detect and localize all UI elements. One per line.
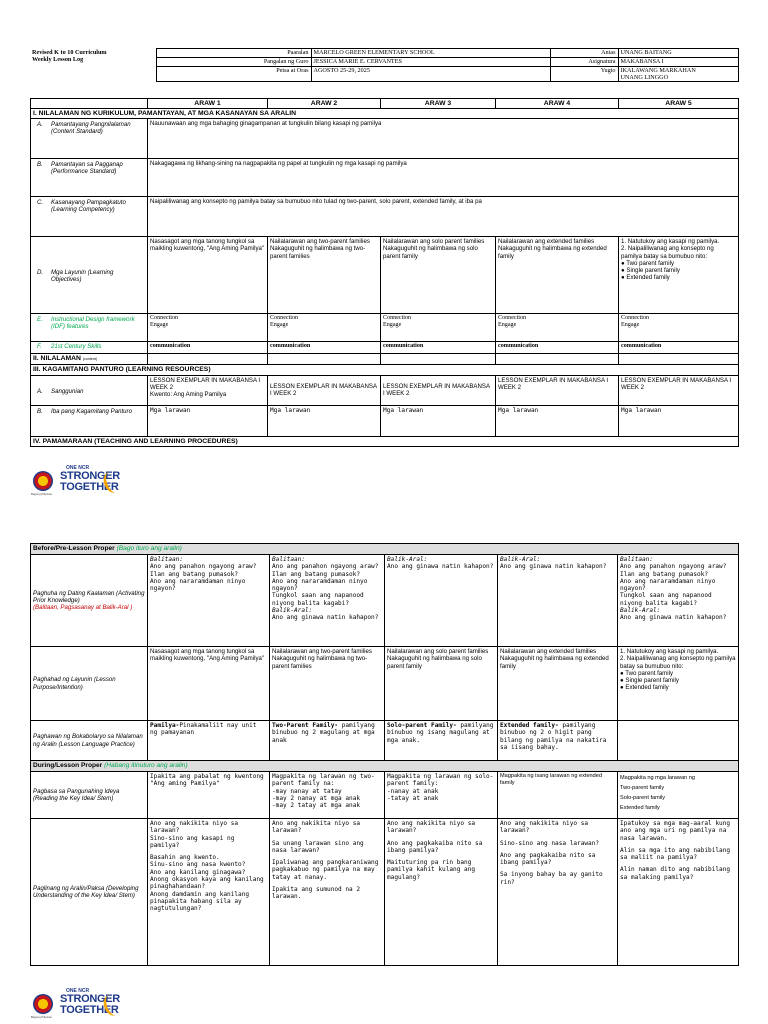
school-label: Paaralan [156,49,311,58]
objective-line: Nakaguguhit ng halimbawa ng extended family [500,655,609,670]
key-idea-item: -may nanay at tatay [272,787,342,795]
idf-label [31,314,148,342]
activity-heading: Balik-Aral: [500,556,541,563]
content-day-3 [381,354,496,365]
section-2-title: II. NILALAMAN [33,355,81,363]
content-standard-value: Nauunawaan ang mga bahaging ginagampanan at tungkulin bilang kasapi ng pamilya [148,119,739,159]
question: Alin sa mga ito ang nabibilang sa maliit na pamilya? [620,846,731,862]
objective-line: Nakaguguhit ng halimbawa ng two-parent families [272,655,368,670]
objective-line: 1. Natutukoy ang kasapi ng pamilya. [621,238,720,246]
activity-heading: Balitaan: [620,556,654,563]
develop-day-4 [498,819,618,966]
label-text: Kasanayang Pampagkatuto (Learning Competency) [51,199,126,214]
materials-day-1: Mga larawan [148,405,268,436]
teacher-value: JESSICA MARIE E. CERVANTES [311,58,550,67]
reference-day-2: LESSON EXEMPLAR IN MAKABANSA I WEEK 2 [268,375,381,405]
logo-caption: Bagong Pilipinas [31,1015,52,1019]
idf-connection: Connection [621,315,650,322]
label-red-note: (Balitaan, Pagsasanay at Balik-Aral ) [33,604,133,612]
activity-heading: Balik-Aral: [387,556,428,563]
objective-line: Nailalarawan ang two-parent families [272,648,372,655]
activity-heading: Balitaan: [272,556,306,563]
idf-connection: Connection [383,315,412,322]
objective-line: 1. Natutukoy ang kasapi ng pamilya. [620,648,719,655]
before-lesson-heading [31,544,739,555]
subject-label: Asignatura [550,58,618,67]
develop-day-5 [618,819,739,966]
vocab-term: Solo-parent Family- [387,722,457,729]
objective-day-5 [619,237,739,314]
day-4-header: ARAW 4 [496,99,619,109]
quarter-label: Yugto [550,67,618,82]
vocab-day-5 [618,721,739,761]
objective-bullet: ● Two parent family [620,669,674,677]
materials-day-2: Mga larawan [268,405,381,436]
activity-heading: Balik-Aral: [620,607,661,615]
key-idea-heading: Magpakita ng larawan ng two-parent family na: [272,773,375,788]
skills-day-3: communication [381,342,496,354]
other-materials-label [31,405,148,436]
objective-bullet: ● Two parent family [621,259,675,267]
key-idea-day-2 [270,772,385,819]
bagong-pilipinas-seal-icon [33,994,53,1014]
objective-line: Nailalarawan ang extended families [498,238,595,246]
content-day-5 [619,354,739,365]
question: Sino-sino ang kasapi ng pamilya? [150,834,235,849]
question: Ilan ang batang pumasok? [620,570,709,578]
key-idea-item: Solo-parent family [620,795,666,801]
objective-day-3 [381,237,496,314]
quarter-value [618,67,738,82]
header-table [30,48,739,82]
key-idea-heading: Magpakita ng larawan ng solo-parent family: [387,773,494,788]
key-idea-item: Two-parent family [620,785,665,791]
key-idea-item: -nanay at anak [387,787,439,795]
question: Ano ang nararamdaman ninyo ngayon? [272,577,368,593]
question: Anong okasyon kaya ang kanilang pinaghahandaan? [150,876,264,891]
purpose-day-2 [270,647,385,721]
label-text: Sanggunian [51,387,84,395]
question: Ano ang nakikita niyo sa larawan? [387,820,476,835]
stronger-together-logo [30,465,140,499]
objective-line: Nailalarawan ang solo parent families [387,648,489,655]
idf-engage: Engage [270,322,289,329]
vocab-term: Pamilya- [150,722,180,729]
label-text: Instructional Design framework (IDF) features [51,316,135,331]
develop-day-1 [148,819,270,966]
logo-stronger: STRONGER [60,993,120,1005]
title-line-2: Weekly Lesson Log [32,55,84,63]
idf-day-1 [148,314,268,342]
key-idea-day-4: Magpakita ng isang larawan ng extended family [498,772,618,819]
question: Ano ang panahon ngayong araw? [620,563,727,571]
section-2-heading [31,354,148,365]
idf-connection: Connection [498,315,527,322]
date-label: Petsa at Oras [156,67,311,82]
label-text: Mga Layunin (Learning Objectives) [51,269,114,284]
section-4-heading: IV. PAMAMARAAN (TEACHING AND LEARNING PROCEDURES) [31,436,739,446]
idf-connection: Connection [270,315,299,322]
objective-line: Nakaguguhit ng halimbawa ng solo parent family [387,655,482,670]
vocab-day-3 [385,721,498,761]
idf-engage: Engage [498,322,517,329]
idf-connection: Connection [150,315,179,322]
competency-value: Naipaliliwanag ang konsepto ng pamilya batay sa bumubuo nito tulad ng two-parent, solo parent, extended family, at iba pa [148,197,739,237]
before-lesson-title: Before/Pre-Lesson Proper [33,545,115,552]
prior-knowledge-label [31,555,148,647]
question: Ano ang ginawa natin kahapon? [272,614,379,622]
question: Ano ang nakikita niyo sa larawan? [272,820,361,835]
developing-understanding-label: Paglinang ng Aralin/Paksa (Developing Understanding of the Key Idea/ Stem) [31,819,148,966]
vocab-definition: pamilyang binubuo ng isang magulang at mga anak. [387,722,494,744]
reference-day-3: LESSON EXEMPLAR IN MAKABANSA I WEEK 2 [381,375,496,405]
reference-day-1 [148,375,268,405]
question: Tungkol saan ang napanood niyong balita kagabi? [620,592,712,607]
vocab-term: Two-Parent Family- [272,722,339,729]
title-line-1: Revised K to 10 Curriculum [32,48,107,56]
during-lesson-tag: (Habang itinuturo ang aralin) [104,762,188,769]
reference-story: Kwento: Ang Aming Pamilya [150,391,227,399]
objective-line: Nakaguguhit ng halimbawa ng extended family [498,245,607,260]
prior-knowledge-day-5 [618,555,739,647]
logo-stronger: STRONGER [60,470,120,482]
idf-day-2 [268,314,381,342]
during-lesson-heading [31,761,739,772]
question: Sinu-sino ang nasa kwento? [150,861,246,869]
log-title [30,49,156,82]
vocab-term: Extended family- [500,722,559,729]
key-idea-day-5 [618,772,739,819]
row-letter: B. [37,161,43,169]
vocab-definition: Pinakamaliit nay unit ng pamayanan [150,722,257,737]
procedures-table [30,543,739,966]
section-2-note: (content) [82,357,98,362]
grade-label: Antas [550,49,618,58]
row-letter: E. [37,316,43,324]
skills-day-1: communication [148,342,268,354]
vocab-definition: pamilyang binubuo ng 2 o higit pang bilang ng pamilya na nakatira sa iisang bahay. [500,722,607,751]
materials-day-5: Mga larawan [619,405,739,436]
objective-line: Nailalarawan ang solo parent families [383,238,485,246]
purpose-day-3 [385,647,498,721]
logo-one-ncr: ONE NCR [66,465,90,471]
objective-bullet: ● Single parent family [621,267,680,275]
label-text: Iba pang Kagamitang Panturo [51,407,132,415]
quarter-line-2: UNANG LINGGO [620,74,669,82]
develop-day-2 [270,819,385,966]
references-label [31,375,148,405]
vocab-day-2 [270,721,385,761]
question: Ano ang nakikita niyo sa larawan? [500,820,589,835]
vocab-definition: pamilyang binubuo ng 2 magulang at mga anak [272,722,375,744]
idf-engage: Engage [150,322,169,329]
quarter-line-1: IKALAWANG MARKAHAN [620,67,696,74]
vocab-day-1 [148,721,270,761]
question: Ano ang nararamdaman ninyo ngayon? [620,577,716,593]
content-day-2 [268,354,381,365]
question: Ano ang pagkakaiba nito sa ibang pamilya? [500,851,596,867]
question: Alin naman dito ang nabibilang sa malaking pamilya? [620,866,731,881]
purpose-day-4 [498,647,618,721]
question: Anong damdamin ang kanilang pinapakita habang sila ay nagtutulungan? [150,890,250,913]
logo-together: TOGETHER [60,481,119,493]
key-idea-heading: Magpakita ng mga larawan ng [620,775,695,781]
skills-day-2: communication [268,342,381,354]
day-2-header: ARAW 2 [268,99,381,109]
skills-day-4: communication [496,342,619,354]
competency-label [31,197,148,237]
key-idea-item: -may 2 nanay at mga anak [272,794,361,802]
key-idea-day-1: Ipakita ang pabalat ng kwentong "Ang aming Pamilya" [148,772,270,819]
performance-standard-label [31,159,148,197]
question: Sa unang larawan sino ang nasa larawan? [272,839,364,854]
instruction: Ipaliwanag ang pangkaraniwang pagkakabuo ng pamilya na may tatay at nanay. [272,859,379,881]
logo-one-ncr: ONE NCR [66,988,90,994]
idf-day-5 [619,314,739,342]
question: Maituturing pa rin bang pamilya kahit kulang ang magulang? [387,859,476,881]
question: Ano ang nakikita niyo sa larawan? [150,820,239,835]
subject-value: MAKABANSA I [618,58,738,67]
objective-day-2 [268,237,381,314]
row-letter: D. [37,269,44,276]
skills-day-5: communication [619,342,739,354]
label-text: Pamantayang Pangnilalaman (Content Standard) [51,121,131,136]
activity-heading: Balitaan: [150,556,184,563]
objectives-label [31,237,148,314]
performance-standard-value: Nakagagawa ng likhang-sining na nagpapakita ng papel at tungkulin ng mga kasapi ng pamilya [148,159,739,197]
objective-line: Nailalarawan ang extended families [500,648,597,655]
objective-line: 2. Naipaliliwanag ang konsepto ng pamilya batay sa bumubuo nito: [620,655,736,670]
question: Sa inyong bahay ba ay ganito rin? [500,871,603,886]
logo-caption: Bagong Pilipinas [31,492,52,496]
label-text: 21st Century Skills [51,343,102,351]
objective-line: Nakaguguhit ng halimbawa ng solo parent family [383,245,478,260]
prior-knowledge-day-4 [498,555,618,647]
question: Ano ang panahon ngayong araw? [272,563,379,571]
idf-engage: Engage [383,322,402,329]
before-lesson-tag: (Bago ituro ang aralin) [116,545,182,552]
objective-bullet: ● Extended family [620,684,669,692]
row-letter: C. [37,199,44,207]
objective-bullet: ● Extended family [621,274,670,282]
key-idea-item: -may 2 tatay at mga anak [272,802,361,810]
content-day-1 [148,354,268,365]
label-text: Pamantayan sa Pagganap (Performance Standard) [51,161,123,176]
objective-bullet: ● Single parent family [620,677,679,685]
grade-value: UNANG BAITANG [618,49,738,58]
section-3-heading: III. KAGAMITANG PANTURO (LEARNING RESOURCES) [31,365,739,375]
row-letter: F. [37,343,42,351]
question: Ilan ang batang pumasok? [150,570,239,578]
objective-line: 2. Naipaliliwanag ang konsepto ng pamilya batay sa bumubuo nito: [621,245,714,260]
skills-label [31,342,148,354]
vocab-day-4 [498,721,618,761]
question: Sino-sino ang nasa larawan? [500,839,600,847]
school-value: MARCELO GREEN ELEMENTARY SCHOOL [311,49,550,58]
reference-day-4: LESSON EXEMPLAR IN MAKABANSA I WEEK 2 [496,375,619,405]
objective-line: Nailalarawan ang two-parent families [270,238,370,246]
reading-key-idea-label: Pagbasa sa Pangunahing Ideya (Reading the Key Idea/ Stem) [31,772,148,819]
row-letter: A. [37,121,43,129]
idf-engage: Engage [621,322,640,329]
corner-cell [31,99,148,109]
idf-day-3 [381,314,496,342]
objective-line: Nakaguguhit ng halimbawa ng two-parent families [270,245,366,260]
objective-day-4 [496,237,619,314]
curriculum-table [30,98,739,447]
logo-together: TOGETHER [60,1004,119,1016]
objective-day-1: Nasasagot ang mga tanong tungkol sa maikling kuwentong, "Ang Aming Pamilya" [148,237,268,314]
question: Ano ang ginawa natin kahapon? [620,614,727,622]
materials-day-3: Mga larawan [381,405,496,436]
section-1-heading: I. NILALAMAN NG KURIKULUM, PAMANTAYAN, AT MGA KASANAYAN SA ARALIN [31,109,739,119]
teacher-label: Pangalan ng Guro [156,58,311,67]
question: Ano ang kanilang ginagawa? [150,868,246,876]
stronger-together-logo [30,988,140,1022]
row-letter: A. [37,387,43,395]
key-idea-item: -tatay at anak [387,794,439,802]
lesson-purpose-label: Paghahad ng Layunin (Lesson Purpose/Intention) [31,647,148,721]
purpose-day-1: Nasasagot ang mga tanong tungkol sa maikling kuwentong, "Ang Aming Pamilya" [148,647,270,721]
reference-line: LESSON EXEMPLAR IN MAKABANSA I WEEK 2 [150,376,261,391]
label-text: Paghuha ng Dating Kaalaman (Activating Prior Knowledge) [33,589,145,604]
reference-day-5: LESSON EXEMPLAR IN MAKABANSA I WEEK 2 [619,375,739,405]
idf-day-4 [496,314,619,342]
prior-knowledge-day-3 [385,555,498,647]
question: Ano ang pagkakaiba nito sa ibang pamilya? [387,839,483,854]
instruction: Basahin ang kwento. [150,854,220,862]
row-letter: B. [37,407,43,415]
during-lesson-title: During/Lesson Proper [33,762,103,769]
develop-day-3 [385,819,498,966]
question: Ipatukoy sa mga mag-aaral kung ano ang mga uri ng pamilya na nasa larawan. [620,820,731,842]
materials-day-4: Mga larawan [496,405,619,436]
question: Ano ang ginawa natin kahapon? [387,563,494,571]
date-value: AGOSTO 25-29, 2025 [311,67,550,82]
prior-knowledge-day-2 [270,555,385,647]
vocabulary-label: Paghawan ng Bokabolaryo sa Nilalaman ng Aralin (Lesson Language Practice) [31,721,148,761]
key-idea-item: Extended family [620,805,660,811]
bagong-pilipinas-seal-icon [33,471,53,491]
day-5-header: ARAW 5 [619,99,739,109]
purpose-day-5 [618,647,739,721]
question: Ano ang panahon ngayong araw? [150,563,257,571]
instruction: Ipakita ang sumunod na 2 larawan. [272,886,361,901]
day-3-header: ARAW 3 [381,99,496,109]
activity-heading: Balik-Aral: [272,607,313,615]
question: Ilan ang batang pumasok? [272,570,361,578]
question: Tungkol saan ang napanood niyong balita kagabi? [272,592,364,607]
content-standard-label [31,119,148,159]
content-day-4 [496,354,619,365]
question: Ano ang ginawa natin kahapon? [500,563,607,571]
key-idea-day-3 [385,772,498,819]
prior-knowledge-day-1 [148,555,270,647]
day-1-header: ARAW 1 [148,99,268,109]
question: Ano ang nararamdaman ninyo ngayon? [150,577,246,593]
